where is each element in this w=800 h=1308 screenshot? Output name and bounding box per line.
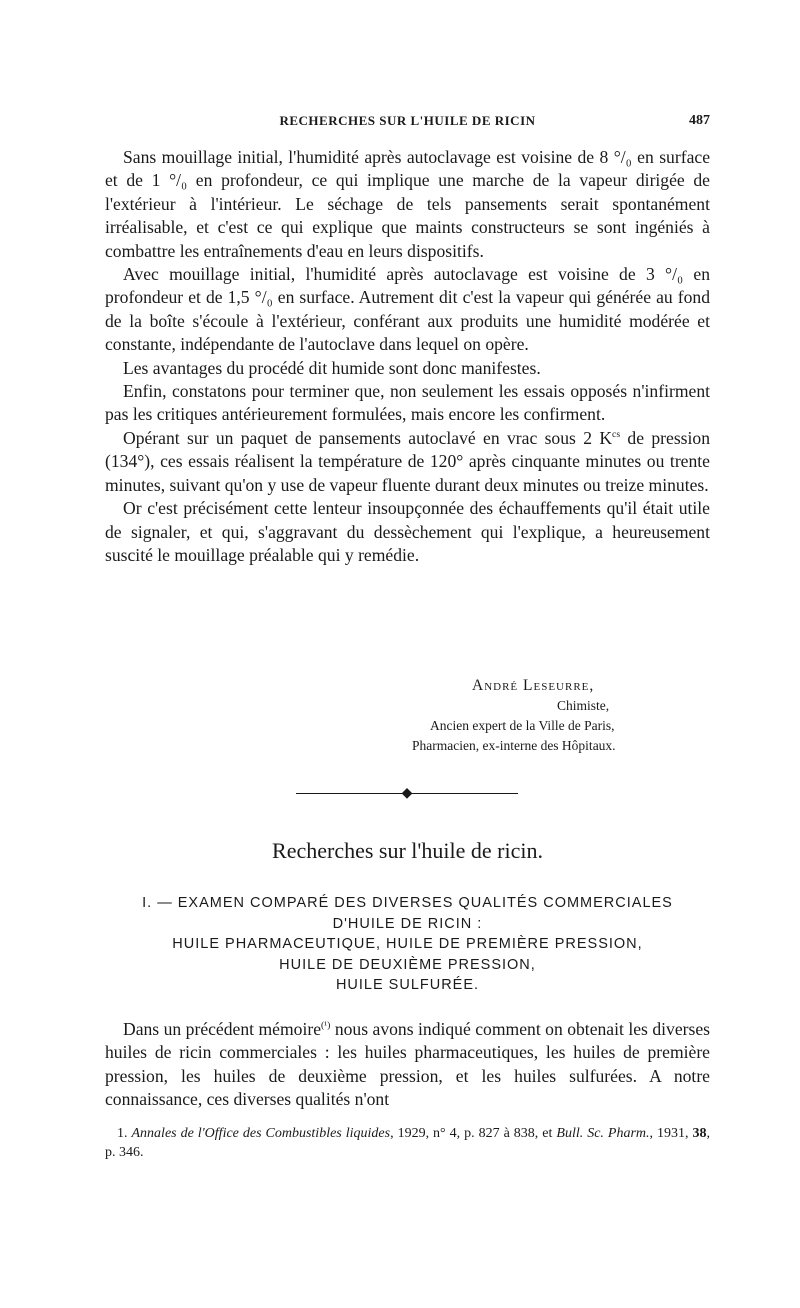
text-run: , p. 346. (105, 1126, 711, 1160)
subtitle-line: I. — EXAMEN COMPARÉ DES DIVERSES QUALITÉS COMMERCIALES (142, 895, 673, 911)
subtitle-line: HUILE PHARMACEUTIQUE, HUILE DE PREMIÈRE PRESSION, (172, 936, 643, 952)
text-run: , 1929, n° 4, p. 827 à 838, et (390, 1126, 557, 1141)
body-text-top (105, 146, 710, 567)
subtitle-line: D'HUILE DE RICIN : (332, 915, 483, 932)
section-divider (296, 787, 518, 799)
running-title: RECHERCHES SUR L'HUILE DE RICIN (279, 113, 536, 128)
body-text-bottom (105, 1018, 710, 1112)
unit-superscript: cs (612, 429, 621, 441)
footnote-number: 1. (117, 1126, 128, 1141)
journal-title: Bull. Sc. Pharm. (556, 1126, 650, 1141)
diamond-icon: ◆ (401, 785, 413, 801)
volume-number: 38 (692, 1126, 707, 1141)
author-signature (400, 676, 730, 756)
author-credential: Pharmacien, ex-interne des Hôpitaux. (412, 738, 616, 753)
page-header (105, 113, 710, 135)
author-credential: Ancien expert de la Ville de Paris, (430, 718, 615, 733)
footnote-ref: (¹) (321, 1020, 331, 1032)
page-number: 487 (689, 113, 710, 128)
paragraph: Opérant sur un paquet de pansements autoclavé en vrac sous 2 $K^{cs}$ de pression (134°), ces essais réalisent la température de 120° après cinquante minutes ou trente minutes, suivant qu'on y use de vapeur fluente durant deux minutes ou treize minutes. (105, 427, 710, 495)
paragraph: Or c'est précisément cette lenteur insoupçonnée des échauffements qu'il était utile de signaler, et qui, s'aggravant du dessèchement qui l'explique, a heureusement suscité le mouillage préalable qui y remédie. (105, 498, 710, 565)
journal-title: Annales de l'Office des Combustibles liquides (131, 1126, 391, 1141)
text-run: , 1931, (649, 1126, 693, 1141)
section-title: Recherches sur l'huile de ricin. (272, 838, 543, 863)
text-run: Dans un précédent mémoire (123, 1019, 322, 1039)
section-subtitle (105, 893, 710, 996)
paragraph: Avec mouillage initial, l'humidité après autoclavage est voisine de 3 °/₀ en profondeur et de 1,5 °/₀ en surface. Autrement dit c'est la vapeur qui générée au fond de la boîte s'écoule à l'extérieur, conférant aux produits une humidité modérée et constante, indépendante de l'autoclave dans lequel on opère. (105, 264, 710, 355)
paragraph (105, 1018, 710, 1112)
text-run: nous avons indiqué comment on obtenait les diverses huiles de ricin commerciales : les huiles pharmaceutiques, les huiles de première pression, les huiles de deuxième pression, et les huiles sulfurées. A notre connaissance, ces diverses qualités n'ont (105, 1019, 710, 1110)
paragraph: Sans mouillage initial, l'humidité après autoclavage est voisine de 8 °/₀ en surface et de 1 °/₀ en profondeur, ce qui implique une marche de la vapeur dirigée de l'extérieur à l'intérieur. Le séchage de tels pansements serait spontanément irréalisable, et c'est ce qui explique que maints constructeurs se sont ingéniés à combattre les entraînements d'eau en leurs dispositifs. (105, 147, 710, 261)
subtitle-line: HUILE SULFURÉE. (335, 977, 480, 993)
author-name: André Leseurre, (472, 677, 595, 694)
subtitle-line: HUILE DE DEUXIÈME PRESSION, (279, 956, 536, 973)
author-title: Chimiste, (557, 698, 610, 713)
paragraph: Enfin, constatons pour terminer que, non seulement les essais opposés n'infirment pas les critiques antérieurement formulées, mais encore les confirment. (105, 381, 710, 425)
paragraph: Les avantages du procédé dit humide sont donc manifestes. (123, 357, 541, 378)
footnote (105, 1124, 710, 1162)
footnote-text (105, 1124, 710, 1162)
